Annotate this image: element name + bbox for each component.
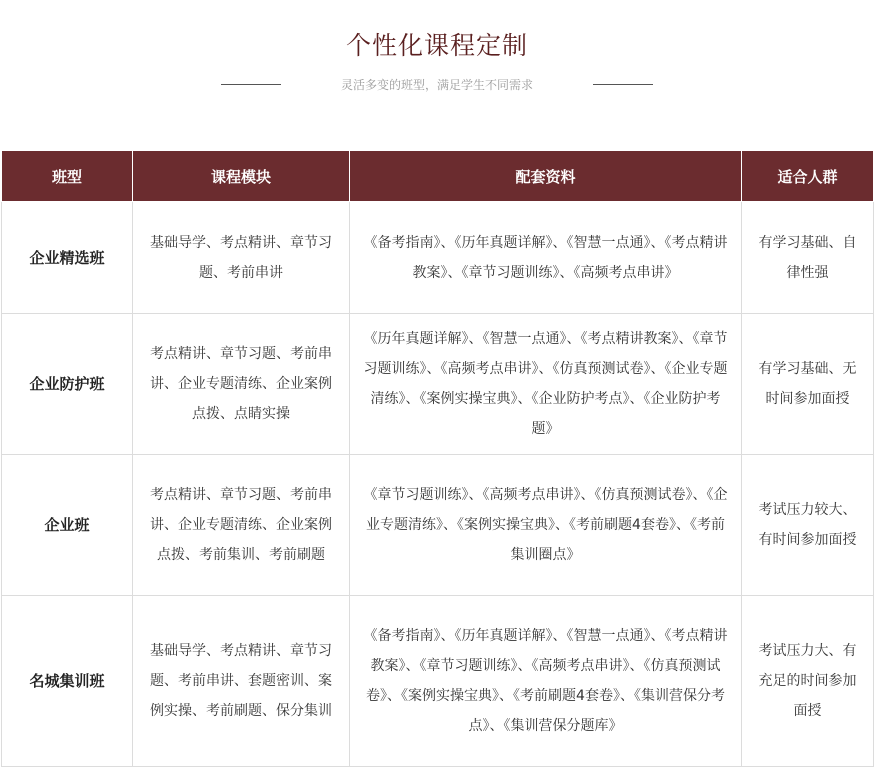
column-header-audience: 适合人群	[742, 151, 874, 202]
materials-cell: 《备考指南》、《历年真题详解》、《智慧一点通》、《考点精讲教案》、《章节习题训练》、《高频考点串讲》、《仿真预测试卷》、《案例实操宝典》、《考前刷题4套卷》、《集训营保分考点》、《集训营保分题库》	[350, 596, 742, 767]
table-row	[2, 314, 874, 455]
column-header-modules: 课程模块	[133, 151, 350, 202]
audience-cell: 考试压力大、有充足的时间参加面授	[742, 596, 874, 767]
class-type-cell: 名城集训班	[2, 596, 133, 767]
audience-cell: 有学习基础、无时间参加面授	[742, 314, 874, 455]
table-row	[2, 596, 874, 767]
subtitle-divider-right	[593, 84, 653, 85]
page-title: 个性化课程定制	[345, 31, 528, 60]
table-header-row	[2, 151, 874, 202]
modules-cell: 基础导学、考点精讲、章节习题、考前串讲、套题密训、案例实操、考前刷题、保分集训	[133, 596, 350, 767]
course-table	[1, 150, 874, 767]
class-type-cell: 企业防护班	[2, 314, 133, 455]
audience-cell: 考试压力较大、有时间参加面授	[742, 455, 874, 596]
audience-cell: 有学习基础、自律性强	[742, 202, 874, 314]
modules-cell: 基础导学、考点精讲、章节习题、考前串讲	[133, 202, 350, 314]
subtitle-row	[0, 76, 874, 94]
table-row	[2, 455, 874, 596]
column-header-materials: 配套资料	[350, 151, 742, 202]
modules-cell: 考点精讲、章节习题、考前串讲、企业专题清练、企业案例点拨、点睛实操	[133, 314, 350, 455]
table-row	[2, 202, 874, 314]
materials-cell: 《历年真题详解》、《智慧一点通》、《考点精讲教案》、《章节习题训练》、《高频考点串讲》、《仿真预测试卷》、《企业专题清练》、《案例实操宝典》、《企业防护考点》、《企业防护考题》	[350, 314, 742, 455]
column-header-type: 班型	[2, 151, 133, 202]
class-type-cell: 企业精选班	[2, 202, 133, 314]
class-type-cell: 企业班	[2, 455, 133, 596]
modules-cell: 考点精讲、章节习题、考前串讲、企业专题清练、企业案例点拨、考前集训、考前刷题	[133, 455, 350, 596]
materials-cell: 《备考指南》、《历年真题详解》、《智慧一点通》、《考点精讲教案》、《章节习题训练》、《高频考点串讲》	[350, 202, 742, 314]
subtitle: 灵活多变的班型，满足学生不同需求	[340, 78, 533, 92]
materials-cell: 《章节习题训练》、《高频考点串讲》、《仿真预测试卷》、《企业专题清练》、《案例实操宝典》、《考前刷题4套卷》、《考前集训圈点》	[350, 455, 742, 596]
